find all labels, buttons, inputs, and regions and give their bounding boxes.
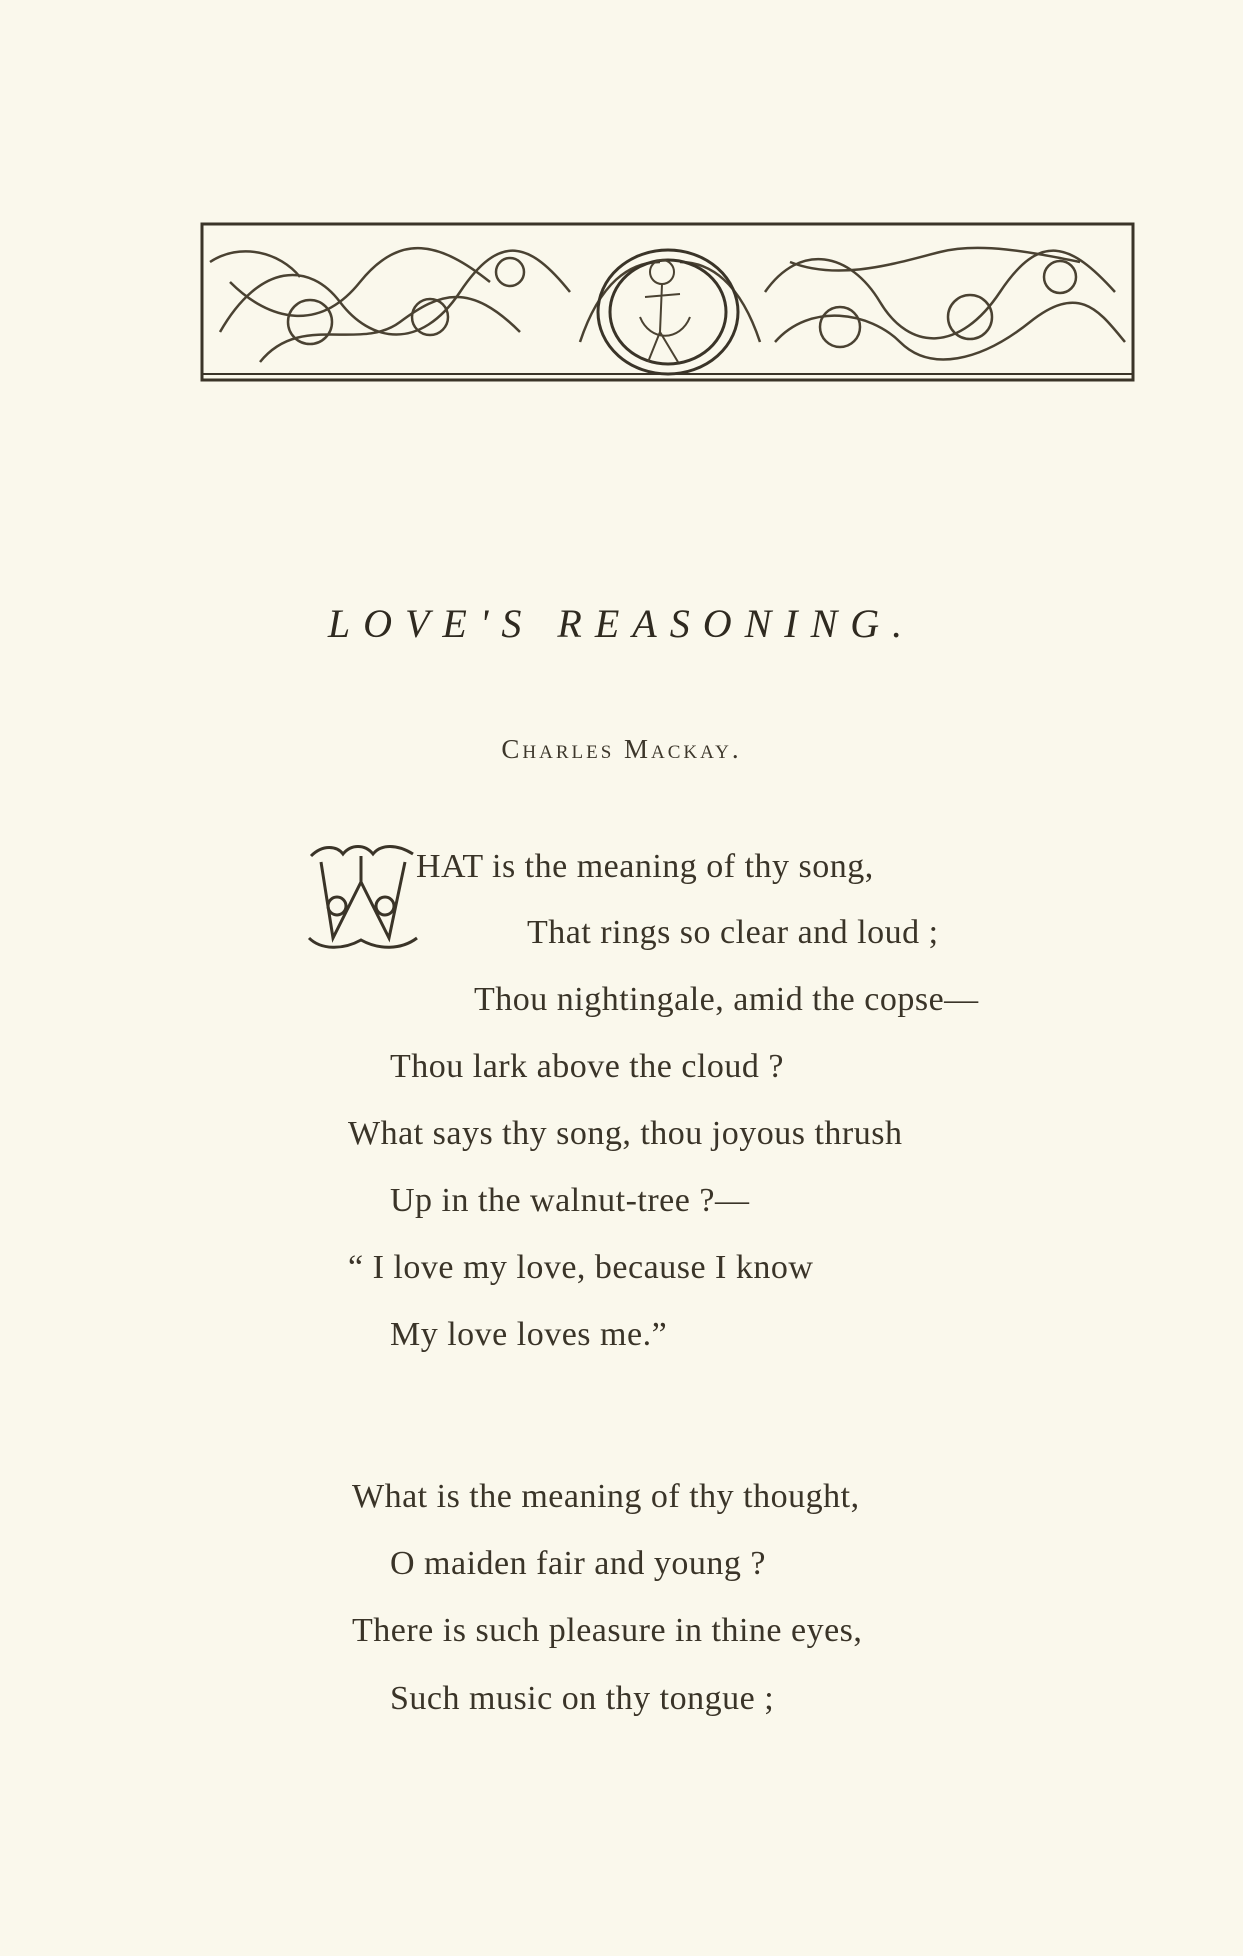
author-name: Charles Mackay. (501, 734, 742, 764)
poem-line: “ I love my love, because I know (348, 1249, 814, 1286)
poem-line: What is the meaning of thy thought, (352, 1478, 860, 1515)
poem-line: Thou lark above the cloud ? (390, 1048, 784, 1085)
ornamental-initial-w-icon (303, 842, 421, 954)
floral-headpiece-ornament (200, 222, 1135, 382)
poem-line: That rings so clear and loud ; (527, 914, 939, 951)
poem-line: There is such pleasure in thine eyes, (352, 1612, 863, 1649)
poem-line: O maiden fair and young ? (390, 1545, 766, 1582)
poem-line: What says thy song, thou joyous thrush (348, 1115, 903, 1152)
poem-line: Up in the walnut-tree ?— (390, 1182, 750, 1219)
poem-line: My love loves me.” (390, 1316, 668, 1353)
poem-line: HAT is the meaning of thy song, (416, 848, 874, 885)
poem-title: LOVE'S REASONING. (327, 601, 916, 646)
poem-line: Such music on thy tongue ; (390, 1680, 775, 1717)
poem-line: Thou nightingale, amid the copse— (474, 981, 979, 1018)
